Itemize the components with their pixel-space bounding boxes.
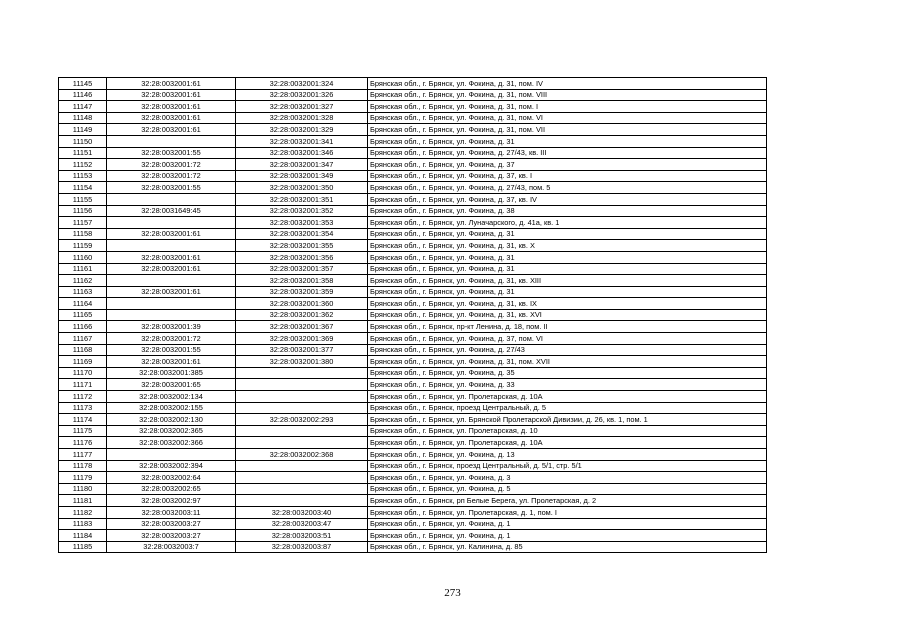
address-cell: Брянская обл., г. Брянск, ул. Фокина, д. 31, кв. XIII [368, 275, 767, 287]
table-row [59, 263, 767, 275]
table-row [59, 205, 767, 217]
parcel-cadastral-number-cell: 32:28:0032001:61 [107, 356, 236, 368]
address-cell: Брянская обл., г. Брянск, ул. Фокина, д. 1 [368, 518, 767, 530]
row-number-cell: 11157 [59, 217, 107, 229]
address-cell: Брянская обл., г. Брянск, ул. Фокина, д. 31, пом. VII [368, 124, 767, 136]
address-cell: Брянская обл., г. Брянск, ул. Фокина, д. 3 [368, 472, 767, 484]
table-row [59, 402, 767, 414]
object-cadastral-number-cell: 32:28:0032001:380 [236, 356, 368, 368]
address-cell: Брянская обл., г. Брянск, рп Белые Берега, ул. Пролетарская, д. 2 [368, 495, 767, 507]
table-row [59, 217, 767, 229]
object-cadastral-number-cell: 32:28:0032001:351 [236, 193, 368, 205]
row-number-cell: 11172 [59, 391, 107, 403]
row-number-cell: 11164 [59, 298, 107, 310]
object-cadastral-number-cell [236, 437, 368, 449]
object-cadastral-number-cell [236, 483, 368, 495]
table-row [59, 193, 767, 205]
parcel-cadastral-number-cell: 32:28:0032001:61 [107, 101, 236, 113]
table-row [59, 437, 767, 449]
table-row [59, 159, 767, 171]
address-cell: Брянская обл., г. Брянск, ул. Фокина, д. 31, пом. XVII [368, 356, 767, 368]
parcel-cadastral-number-cell: 32:28:0032001:61 [107, 263, 236, 275]
table-row [59, 321, 767, 333]
parcel-cadastral-number-cell: 32:28:0032001:61 [107, 112, 236, 124]
table-row [59, 414, 767, 426]
table-row [59, 333, 767, 345]
table-row [59, 472, 767, 484]
row-number-cell: 11148 [59, 112, 107, 124]
row-number-cell: 11163 [59, 286, 107, 298]
parcel-cadastral-number-cell: 32:28:0032001:72 [107, 159, 236, 171]
object-cadastral-number-cell: 32:28:0032003:87 [236, 541, 368, 553]
parcel-cadastral-number-cell: 32:28:0032001:55 [107, 344, 236, 356]
row-number-cell: 11174 [59, 414, 107, 426]
row-number-cell: 11145 [59, 78, 107, 90]
parcel-cadastral-number-cell: 32:28:0032002:134 [107, 391, 236, 403]
table-row [59, 286, 767, 298]
address-cell: Брянская обл., г. Брянск, ул. Фокина, д. 33 [368, 379, 767, 391]
object-cadastral-number-cell: 32:28:0032001:354 [236, 228, 368, 240]
row-number-cell: 11169 [59, 356, 107, 368]
parcel-cadastral-number-cell: 32:28:0032001:72 [107, 170, 236, 182]
object-cadastral-number-cell: 32:28:0032002:368 [236, 449, 368, 461]
registry-table-body [59, 78, 767, 553]
row-number-cell: 11160 [59, 251, 107, 263]
table-row [59, 228, 767, 240]
table-row [59, 101, 767, 113]
object-cadastral-number-cell: 32:28:0032001:350 [236, 182, 368, 194]
table-row [59, 112, 767, 124]
table-row [59, 78, 767, 90]
object-cadastral-number-cell: 32:28:0032001:329 [236, 124, 368, 136]
row-number-cell: 11177 [59, 449, 107, 461]
address-cell: Брянская обл., г. Брянск, ул. Фокина, д. 31, кв. XVI [368, 309, 767, 321]
row-number-cell: 11161 [59, 263, 107, 275]
row-number-cell: 11184 [59, 530, 107, 542]
object-cadastral-number-cell [236, 391, 368, 403]
table-row [59, 356, 767, 368]
parcel-cadastral-number-cell: 32:28:0031649:45 [107, 205, 236, 217]
address-cell: Брянская обл., г. Брянск, ул. Фокина, д. 5 [368, 483, 767, 495]
row-number-cell: 11147 [59, 101, 107, 113]
object-cadastral-number-cell: 32:28:0032001:346 [236, 147, 368, 159]
row-number-cell: 11173 [59, 402, 107, 414]
table-row [59, 541, 767, 553]
address-cell: Брянская обл., г. Брянск, ул. Фокина, д. 31, пом. I [368, 101, 767, 113]
table-row [59, 367, 767, 379]
row-number-cell: 11168 [59, 344, 107, 356]
row-number-cell: 11153 [59, 170, 107, 182]
address-cell: Брянская обл., г. Брянск, ул. Фокина, д. 27/43, кв. III [368, 147, 767, 159]
address-cell: Брянская обл., г. Брянск, ул. Пролетарская, д. 10 [368, 425, 767, 437]
parcel-cadastral-number-cell: 32:28:0032001:61 [107, 228, 236, 240]
table-row [59, 275, 767, 287]
object-cadastral-number-cell [236, 472, 368, 484]
address-cell: Брянская обл., г. Брянск, ул. Фокина, д. 31 [368, 251, 767, 263]
parcel-cadastral-number-cell [107, 275, 236, 287]
address-cell: Брянская обл., г. Брянск, ул. Фокина, д. 31, пом. VIII [368, 89, 767, 101]
address-cell: Брянская обл., г. Брянск, ул. Фокина, д. 37, кв. IV [368, 193, 767, 205]
address-cell: Брянская обл., г. Брянск, ул. Луначарского, д. 41а, кв. 1 [368, 217, 767, 229]
parcel-cadastral-number-cell: 32:28:0032003:27 [107, 530, 236, 542]
address-cell: Брянская обл., г. Брянск, проезд Центральный, д. 5 [368, 402, 767, 414]
table-row [59, 89, 767, 101]
table-row [59, 309, 767, 321]
row-number-cell: 11156 [59, 205, 107, 217]
object-cadastral-number-cell [236, 402, 368, 414]
parcel-cadastral-number-cell: 32:28:0032001:72 [107, 333, 236, 345]
object-cadastral-number-cell: 32:28:0032001:349 [236, 170, 368, 182]
parcel-cadastral-number-cell: 32:28:0032002:365 [107, 425, 236, 437]
parcel-cadastral-number-cell: 32:28:0032001:55 [107, 147, 236, 159]
row-number-cell: 11149 [59, 124, 107, 136]
object-cadastral-number-cell: 32:28:0032001:353 [236, 217, 368, 229]
table-row [59, 460, 767, 472]
row-number-cell: 11185 [59, 541, 107, 553]
parcel-cadastral-number-cell: 32:28:0032003:11 [107, 506, 236, 518]
object-cadastral-number-cell: 32:28:0032003:40 [236, 506, 368, 518]
address-cell: Брянская обл., г. Брянск, ул. Брянской Пролетарской Дивизии, д. 26, кв. 1, пом. 1 [368, 414, 767, 426]
address-cell: Брянская обл., г. Брянск, ул. Фокина, д. 31 [368, 228, 767, 240]
parcel-cadastral-number-cell: 32:28:0032002:130 [107, 414, 236, 426]
parcel-cadastral-number-cell [107, 298, 236, 310]
object-cadastral-number-cell [236, 367, 368, 379]
object-cadastral-number-cell: 32:28:0032001:355 [236, 240, 368, 252]
address-cell: Брянская обл., г. Брянск, ул. Фокина, д. 31 [368, 286, 767, 298]
table-row [59, 495, 767, 507]
row-number-cell: 11171 [59, 379, 107, 391]
address-cell: Брянская обл., г. Брянск, пр-кт Ленина, д. 18, пом. II [368, 321, 767, 333]
table-row [59, 518, 767, 530]
address-cell: Брянская обл., г. Брянск, ул. Фокина, д. 37 [368, 159, 767, 171]
object-cadastral-number-cell: 32:28:0032002:293 [236, 414, 368, 426]
parcel-cadastral-number-cell: 32:28:0032001:385 [107, 367, 236, 379]
address-cell: Брянская обл., г. Брянск, ул. Фокина, д. 31 [368, 263, 767, 275]
row-number-cell: 11152 [59, 159, 107, 171]
object-cadastral-number-cell [236, 379, 368, 391]
address-cell: Брянская обл., г. Брянск, ул. Фокина, д. 38 [368, 205, 767, 217]
row-number-cell: 11179 [59, 472, 107, 484]
table-row [59, 449, 767, 461]
row-number-cell: 11150 [59, 135, 107, 147]
address-cell: Брянская обл., г. Брянск, ул. Фокина, д. 31, пом. VI [368, 112, 767, 124]
row-number-cell: 11151 [59, 147, 107, 159]
address-cell: Брянская обл., г. Брянск, ул. Фокина, д. 31, кв. X [368, 240, 767, 252]
parcel-cadastral-number-cell: 32:28:0032001:39 [107, 321, 236, 333]
object-cadastral-number-cell: 32:28:0032001:369 [236, 333, 368, 345]
address-cell: Брянская обл., г. Брянск, ул. Фокина, д. 31, пом. IV [368, 78, 767, 90]
row-number-cell: 11176 [59, 437, 107, 449]
address-cell: Брянская обл., г. Брянск, проезд Центральный, д. 5/1, стр. 5/1 [368, 460, 767, 472]
parcel-cadastral-number-cell [107, 217, 236, 229]
address-cell: Брянская обл., г. Брянск, ул. Фокина, д. 27/43, пом. 5 [368, 182, 767, 194]
row-number-cell: 11162 [59, 275, 107, 287]
row-number-cell: 11159 [59, 240, 107, 252]
object-cadastral-number-cell: 32:28:0032001:367 [236, 321, 368, 333]
object-cadastral-number-cell: 32:28:0032003:51 [236, 530, 368, 542]
object-cadastral-number-cell: 32:28:0032001:360 [236, 298, 368, 310]
table-row [59, 251, 767, 263]
row-number-cell: 11170 [59, 367, 107, 379]
row-number-cell: 11155 [59, 193, 107, 205]
object-cadastral-number-cell: 32:28:0032001:362 [236, 309, 368, 321]
parcel-cadastral-number-cell: 32:28:0032001:65 [107, 379, 236, 391]
address-cell: Брянская обл., г. Брянск, ул. Фокина, д. 37, кв. I [368, 170, 767, 182]
table-row [59, 240, 767, 252]
parcel-cadastral-number-cell [107, 240, 236, 252]
row-number-cell: 11180 [59, 483, 107, 495]
address-cell: Брянская обл., г. Брянск, ул. Пролетарская, д. 10А [368, 437, 767, 449]
parcel-cadastral-number-cell [107, 135, 236, 147]
object-cadastral-number-cell: 32:28:0032003:47 [236, 518, 368, 530]
address-cell: Брянская обл., г. Брянск, ул. Фокина, д. 13 [368, 449, 767, 461]
row-number-cell: 11146 [59, 89, 107, 101]
object-cadastral-number-cell: 32:28:0032001:359 [236, 286, 368, 298]
address-cell: Брянская обл., г. Брянск, ул. Фокина, д. 31, кв. IX [368, 298, 767, 310]
row-number-cell: 11165 [59, 309, 107, 321]
parcel-cadastral-number-cell: 32:28:0032002:366 [107, 437, 236, 449]
object-cadastral-number-cell: 32:28:0032001:327 [236, 101, 368, 113]
parcel-cadastral-number-cell: 32:28:0032002:65 [107, 483, 236, 495]
address-cell: Брянская обл., г. Брянск, ул. Фокина, д. 1 [368, 530, 767, 542]
table-row [59, 425, 767, 437]
parcel-cadastral-number-cell: 32:28:0032001:61 [107, 286, 236, 298]
table-row [59, 124, 767, 136]
object-cadastral-number-cell: 32:28:0032001:328 [236, 112, 368, 124]
parcel-cadastral-number-cell [107, 449, 236, 461]
address-cell: Брянская обл., г. Брянск, ул. Фокина, д. 37, пом. VI [368, 333, 767, 345]
row-number-cell: 11182 [59, 506, 107, 518]
parcel-cadastral-number-cell: 32:28:0032001:61 [107, 251, 236, 263]
row-number-cell: 11158 [59, 228, 107, 240]
object-cadastral-number-cell: 32:28:0032001:377 [236, 344, 368, 356]
table-row [59, 530, 767, 542]
address-cell: Брянская обл., г. Брянск, ул. Фокина, д. 27/43 [368, 344, 767, 356]
table-row [59, 391, 767, 403]
table-row [59, 506, 767, 518]
parcel-cadastral-number-cell: 32:28:0032002:394 [107, 460, 236, 472]
table-row [59, 182, 767, 194]
address-cell: Брянская обл., г. Брянск, ул. Фокина, д. 35 [368, 367, 767, 379]
row-number-cell: 11166 [59, 321, 107, 333]
parcel-cadastral-number-cell: 32:28:0032003:7 [107, 541, 236, 553]
table-row [59, 135, 767, 147]
object-cadastral-number-cell: 32:28:0032001:356 [236, 251, 368, 263]
property-registry-table [58, 77, 767, 553]
address-cell: Брянская обл., г. Брянск, ул. Фокина, д. 31 [368, 135, 767, 147]
parcel-cadastral-number-cell: 32:28:0032001:61 [107, 124, 236, 136]
parcel-cadastral-number-cell [107, 193, 236, 205]
address-cell: Брянская обл., г. Брянск, ул. Пролетарская, д. 10А [368, 391, 767, 403]
object-cadastral-number-cell: 32:28:0032001:357 [236, 263, 368, 275]
object-cadastral-number-cell: 32:28:0032001:341 [236, 135, 368, 147]
parcel-cadastral-number-cell: 32:28:0032003:27 [107, 518, 236, 530]
table-row [59, 483, 767, 495]
page-number: 273 [444, 587, 461, 599]
table-row [59, 170, 767, 182]
object-cadastral-number-cell: 32:28:0032001:324 [236, 78, 368, 90]
table-row [59, 344, 767, 356]
address-cell: Брянская обл., г. Брянск, ул. Калинина, д. 85 [368, 541, 767, 553]
table-row [59, 147, 767, 159]
object-cadastral-number-cell: 32:28:0032001:347 [236, 159, 368, 171]
object-cadastral-number-cell: 32:28:0032001:326 [236, 89, 368, 101]
table-row [59, 379, 767, 391]
object-cadastral-number-cell: 32:28:0032001:358 [236, 275, 368, 287]
parcel-cadastral-number-cell: 32:28:0032001:55 [107, 182, 236, 194]
object-cadastral-number-cell: 32:28:0032001:352 [236, 205, 368, 217]
table-row [59, 298, 767, 310]
object-cadastral-number-cell [236, 425, 368, 437]
parcel-cadastral-number-cell: 32:28:0032001:61 [107, 89, 236, 101]
row-number-cell: 11181 [59, 495, 107, 507]
row-number-cell: 11183 [59, 518, 107, 530]
parcel-cadastral-number-cell: 32:28:0032001:61 [107, 78, 236, 90]
parcel-cadastral-number-cell [107, 309, 236, 321]
row-number-cell: 11167 [59, 333, 107, 345]
parcel-cadastral-number-cell: 32:28:0032002:64 [107, 472, 236, 484]
parcel-cadastral-number-cell: 32:28:0032002:97 [107, 495, 236, 507]
row-number-cell: 11154 [59, 182, 107, 194]
object-cadastral-number-cell [236, 495, 368, 507]
row-number-cell: 11175 [59, 425, 107, 437]
row-number-cell: 11178 [59, 460, 107, 472]
address-cell: Брянская обл., г. Брянск, ул. Пролетарская, д. 1, пом. I [368, 506, 767, 518]
parcel-cadastral-number-cell: 32:28:0032002:155 [107, 402, 236, 414]
object-cadastral-number-cell [236, 460, 368, 472]
